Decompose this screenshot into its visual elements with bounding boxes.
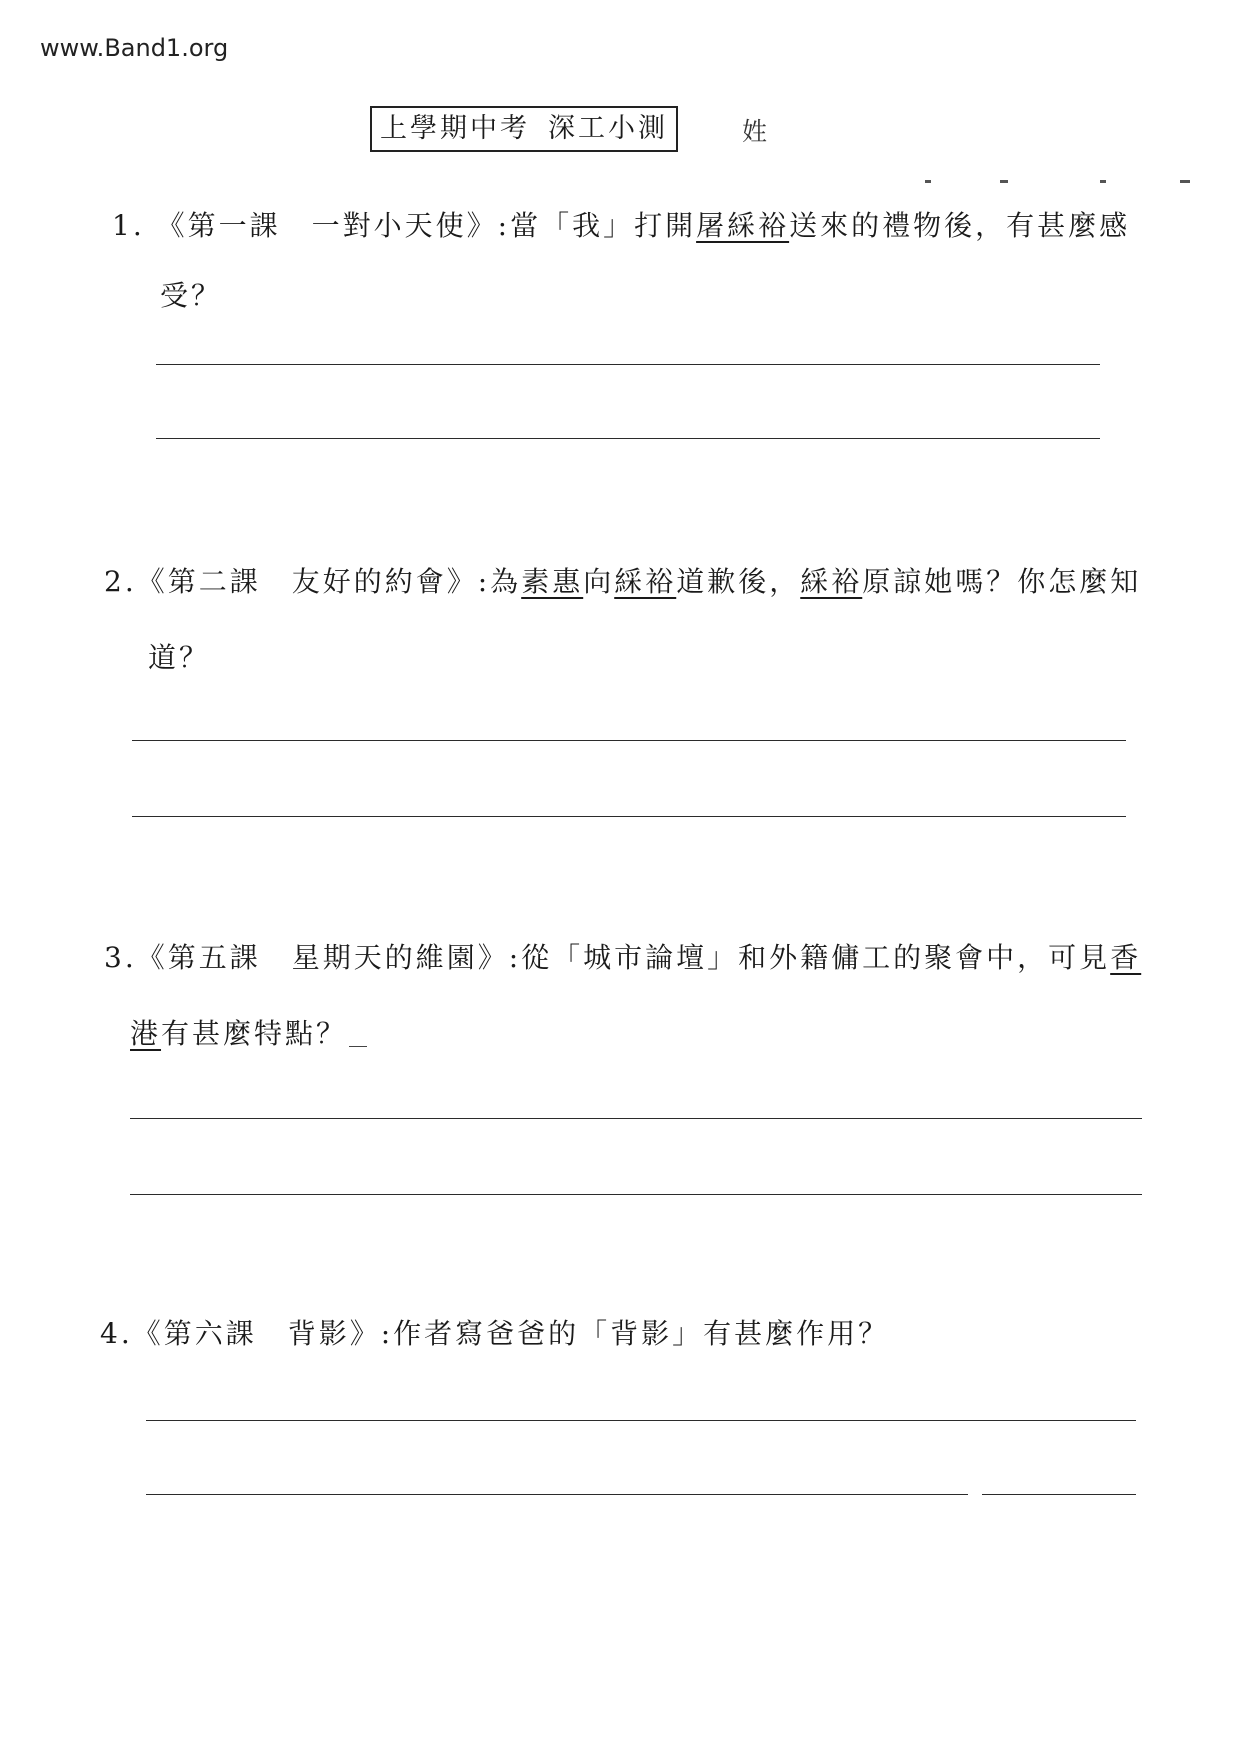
lesson-title: 《第一課 一對小天使》 <box>156 209 498 242</box>
question-text: 向 <box>583 565 615 598</box>
answer-line[interactable] <box>146 1420 1136 1421</box>
proper-name: 綵裕 <box>800 565 863 598</box>
question-text: 原諒她嗎？你怎麼知 <box>862 565 1142 598</box>
question-number: 2. <box>104 565 137 598</box>
place-name: 香 <box>1110 941 1142 974</box>
scan-artifact <box>1180 180 1190 183</box>
place-name: 港 <box>130 1017 162 1050</box>
question-2 <box>104 565 1142 598</box>
scan-artifact <box>1000 180 1008 183</box>
header-title-quiz: 深工小測 <box>548 113 668 144</box>
scan-artifact <box>1100 180 1106 183</box>
question-1 <box>112 209 1131 242</box>
question-number: 3. <box>104 941 137 974</box>
question-text: 從「城市論壇」和外籍傭工的聚會中，可見 <box>521 941 1111 974</box>
scan-artifact <box>925 180 931 183</box>
header-title-box <box>370 106 678 152</box>
answer-line[interactable] <box>982 1494 1136 1495</box>
answer-line[interactable] <box>156 438 1100 439</box>
watermark-url: www.Band1.org <box>40 34 229 62</box>
header-title-exam: 上學期中考 <box>380 113 530 144</box>
question-text: 當「我」打開 <box>510 209 697 242</box>
question-text: 為 <box>490 565 522 598</box>
answer-line[interactable] <box>156 364 1100 365</box>
question-text: 有甚麼特點？ <box>161 1017 348 1050</box>
question-1-continuation: 受？ <box>160 279 223 312</box>
answer-line[interactable] <box>130 1194 1142 1195</box>
proper-name: 素惠 <box>521 565 584 598</box>
question-text: 道歉後， <box>676 565 801 598</box>
colon: : <box>497 209 511 242</box>
question-number: 4. <box>100 1317 133 1350</box>
answer-line[interactable] <box>132 816 1126 817</box>
proper-name: 屠綵裕 <box>696 209 790 242</box>
answer-line[interactable] <box>132 740 1126 741</box>
question-text: 送來的禮物後，有甚麼感 <box>789 209 1131 242</box>
answer-line[interactable] <box>146 1494 968 1495</box>
colon: : <box>508 941 522 974</box>
lesson-title: 《第六課 背影》 <box>132 1317 381 1350</box>
question-3 <box>104 941 1142 974</box>
question-3-continuation <box>130 1017 367 1050</box>
question-4 <box>100 1317 890 1350</box>
lesson-title: 《第二課 友好的約會》 <box>136 565 478 598</box>
colon: : <box>477 565 491 598</box>
question-text: 作者寫爸爸的「背影」有甚麼作用？ <box>393 1317 890 1350</box>
question-number: 1. <box>112 209 145 242</box>
answer-line[interactable] <box>130 1118 1142 1119</box>
lesson-title: 《第五課 星期天的維園》 <box>136 941 509 974</box>
proper-name: 綵裕 <box>614 565 677 598</box>
question-2-continuation: 道？ <box>148 641 211 674</box>
name-field-label: 姓 <box>742 117 768 146</box>
colon: : <box>380 1317 394 1350</box>
inline-blank[interactable] <box>349 1046 367 1047</box>
